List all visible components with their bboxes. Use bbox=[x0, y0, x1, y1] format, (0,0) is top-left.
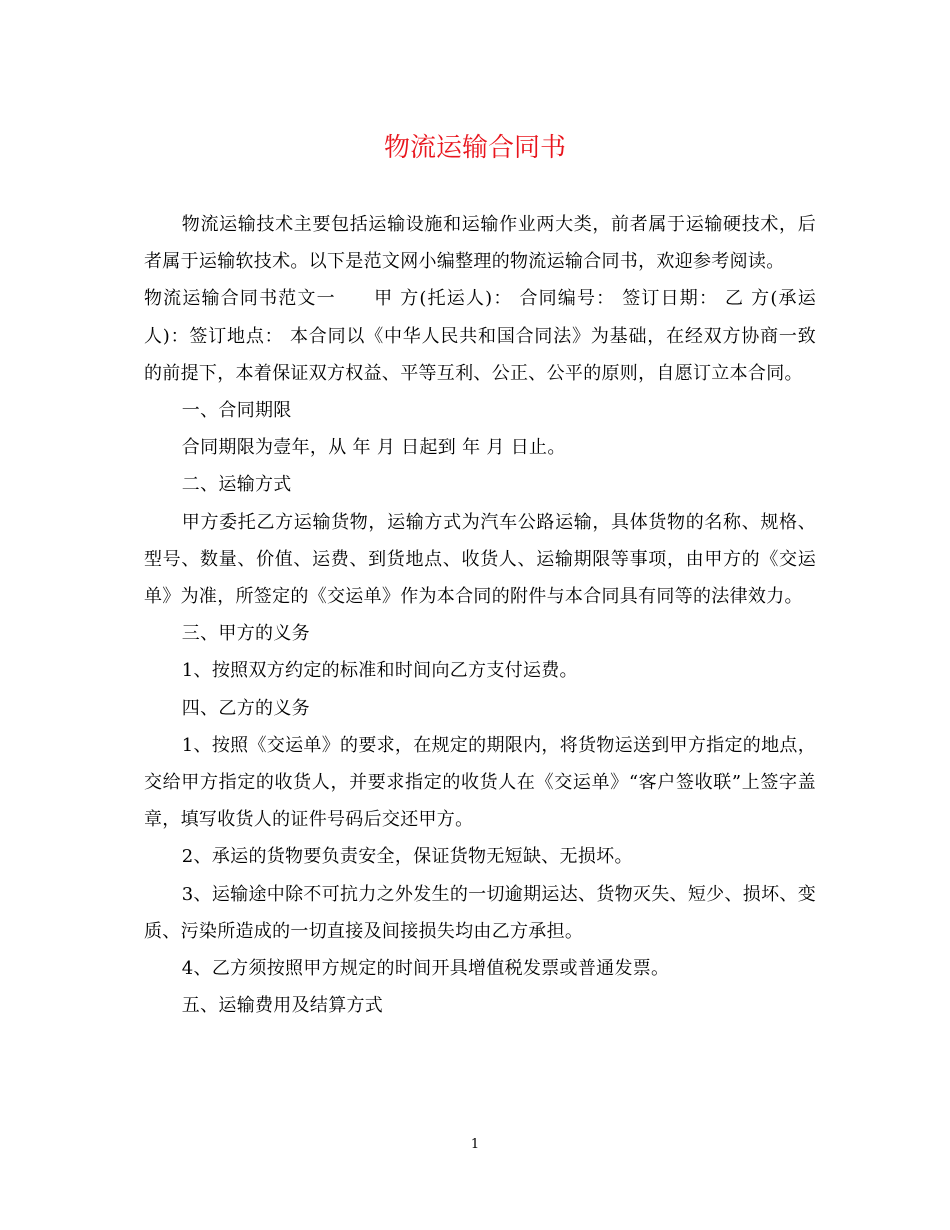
paragraph-party-a-obligation-1: 1、按照双方约定的标准和时间向乙方支付运费。 bbox=[181, 660, 578, 682]
page-number: 1 bbox=[470, 1137, 480, 1152]
paragraph-party-b-obligation-3: 3、运输途中除不可抗力之外发生的一切逾期运达、货物灭失、短少、损坏、变质、污染所造成的一切直接及间接损失均由乙方承担。 bbox=[144, 883, 816, 942]
paragraph-term: 合同期限为壹年，从 年 月 日起到 年 月 日止。 bbox=[181, 437, 566, 459]
paragraph-contract-header: 物流运输合同书范文一 甲 方(托运人)： 合同编号： 签订日期： 乙 方(承运人)：签订地点： 本合同以《中华人民共和国合同法》为基础，在经双方协商一致的前提下，本着保证双方权益、平等互利、公正、公平的原则，自愿订立本合同。 bbox=[144, 288, 816, 384]
paragraph-party-b-obligation-4: 4、乙方须按照甲方规定的时间开具增值税发票或普通发票。 bbox=[181, 958, 670, 980]
section-heading-term: 一、合同期限 bbox=[181, 400, 292, 422]
section-heading-party-a-obligations: 三、甲方的义务 bbox=[181, 623, 310, 645]
section-heading-transport-method: 二、运输方式 bbox=[181, 474, 292, 496]
paragraph-transport-method: 甲方委托乙方运输货物，运输方式为汽车公路运输，具体货物的名称、规格、型号、数量、价值、运费、到货地点、收货人、运输期限等事项，由甲方的《交运单》为准，所签定的《交运单》作为本合同的附件与本合同具有同等的法律效力。 bbox=[144, 511, 816, 608]
section-heading-fees-settlement: 五、运输费用及结算方式 bbox=[181, 995, 384, 1017]
paragraph-party-b-obligation-2: 2、承运的货物要负责安全，保证货物无短缺、无损坏。 bbox=[181, 846, 633, 868]
paragraph-party-b-obligation-1: 1、按照《交运单》的要求，在规定的期限内，将货物运送到甲方指定的地点，交给甲方指定的收货人，并要求指定的收货人在《交运单》“客户签收联”上签字盖章，填写收货人的证件号码后交还甲方。 bbox=[144, 734, 816, 831]
section-heading-party-b-obligations: 四、乙方的义务 bbox=[181, 697, 310, 719]
document-body bbox=[144, 206, 816, 1024]
document-title: 物流运输合同书 bbox=[383, 133, 566, 163]
paragraph-intro: 物流运输技术主要包括运输设施和运输作业两大类，前者属于运输硬技术，后者属于运输软技术。以下是范文网小编整理的物流运输合同书，欢迎参考阅读。 bbox=[144, 214, 816, 273]
